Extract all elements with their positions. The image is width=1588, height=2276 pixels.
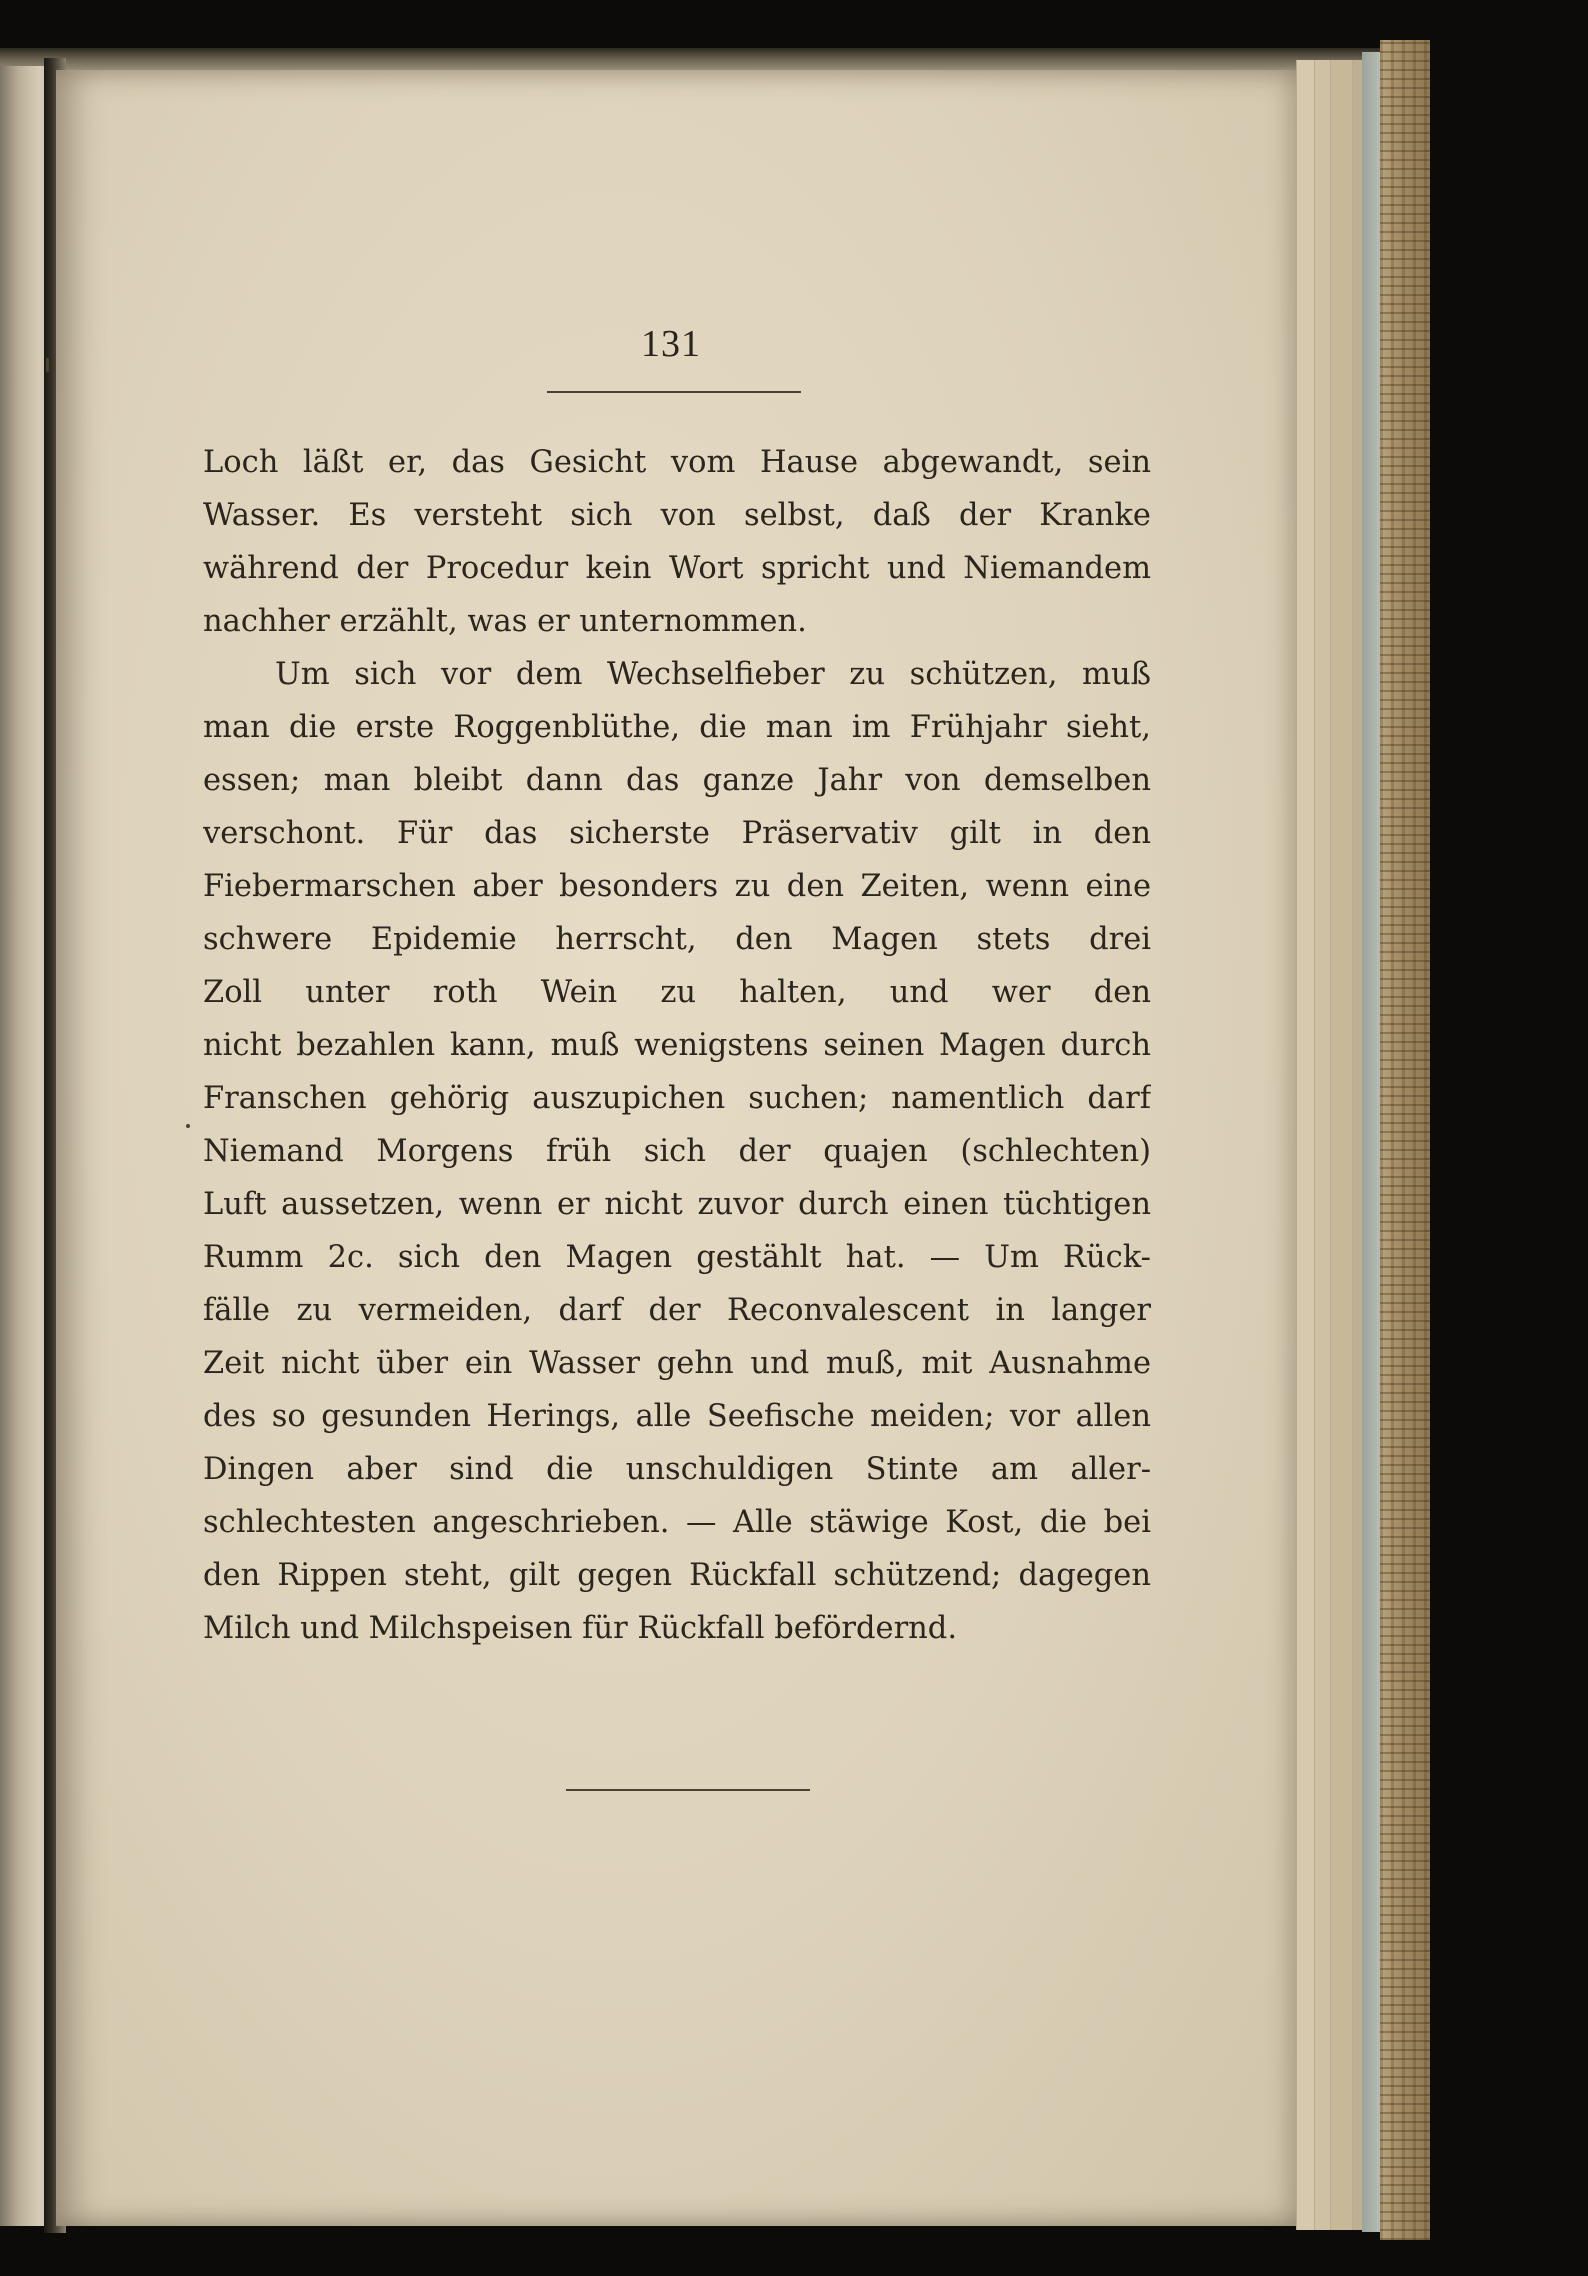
text-line: des so gesunden Herings, alle Seefische meiden; vor allen — [203, 1399, 1151, 1434]
paper-speck — [186, 1124, 190, 1128]
text-line: Dingen aber sind die unschuldigen Stinte am aller- — [203, 1452, 1151, 1487]
text-line: Loch läßt er, das Gesicht vom Hause abgewandt, sein — [203, 445, 1151, 480]
page-edge — [1330, 60, 1353, 2230]
text-line: man die erste Roggenblüthe, die man im Frühjahr sieht, — [203, 710, 1151, 745]
text-line: schwere Epidemie herrscht, den Magen stets drei — [203, 922, 1151, 957]
text-line: Zoll unter roth Wein zu halten, und wer den — [203, 975, 1151, 1010]
end-rule — [566, 1789, 810, 1791]
header-rule — [547, 391, 801, 393]
text-line: essen; man bleibt dann das ganze Jahr von demselben — [203, 763, 1151, 798]
text-line: verschont. Für das sicherste Präservativ gilt in den — [203, 816, 1151, 851]
text-line: während der Procedur kein Wort spricht und Niemandem — [203, 551, 1151, 586]
text-line: fälle zu vermeiden, darf der Reconvalescent in langer — [203, 1293, 1151, 1328]
text-line: Luft aussetzen, wenn er nicht zuvor durch einen tüchtigen — [203, 1187, 1151, 1222]
text-line: Milch und Milchspeisen für Rückfall befördernd. — [203, 1611, 958, 1646]
text-line: Niemand Morgens früh sich der quajen (schlechten) — [203, 1134, 1151, 1169]
page-edge — [1314, 60, 1331, 2230]
text-line: Zeit nicht über ein Wasser gehn und muß, mit Ausnahme — [203, 1346, 1151, 1381]
text-line: nachher erzählt, was er unternommen. — [203, 604, 807, 639]
endpaper-edge — [1362, 52, 1380, 2232]
book-cover-edge — [1380, 40, 1430, 2240]
text-line: schlechtesten angeschrieben. — Alle stäwige Kost, die bei — [203, 1505, 1151, 1540]
text-line: nicht bezahlen kann, muß wenigstens seinen Magen durch — [203, 1028, 1151, 1063]
text-line: den Rippen steht, gilt gegen Rückfall schützend; dagegen — [203, 1558, 1151, 1593]
text-line: Fiebermarschen aber besonders zu den Zeiten, wenn eine — [203, 869, 1151, 904]
text-line: Wasser. Es versteht sich von selbst, daß der Kranke — [203, 498, 1151, 533]
page-number: 131 — [641, 323, 701, 365]
text-line: Um sich vor dem Wechselfieber zu schützen, muß — [275, 657, 1151, 692]
paper-speck — [46, 358, 49, 372]
book-page — [56, 70, 1296, 2226]
text-line: Franschen gehörig auszupichen suchen; namentlich darf — [203, 1081, 1151, 1116]
page-edge — [1296, 60, 1315, 2230]
body-text — [203, 436, 1151, 1655]
text-line: Rumm 2c. sich den Magen gestählt hat. — Um Rück- — [203, 1240, 1151, 1275]
